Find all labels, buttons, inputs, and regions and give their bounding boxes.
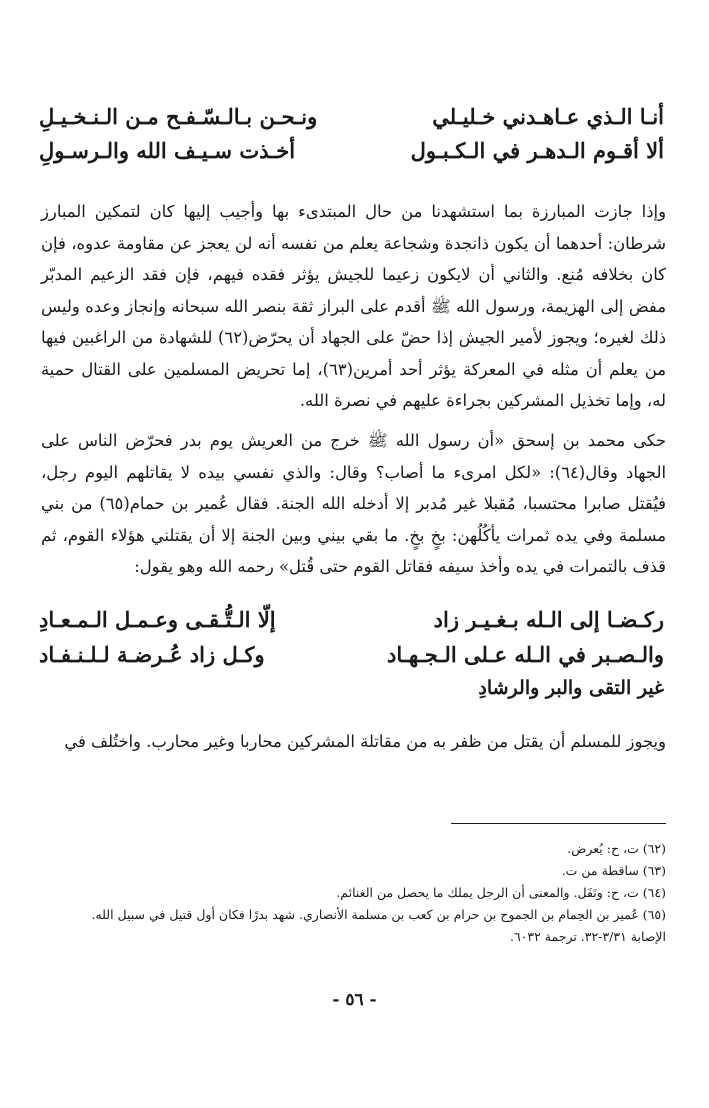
verse-hemistich-left: أخـذت سـيـف الله والـرسـولِ — [39, 138, 296, 163]
verse-hemistich-left: وكـل زاد عُـرضـة لـلـنـفـاد — [39, 642, 265, 667]
verse-hemistich-right: ركـضـا إلى الـله بـغـيـر زاد — [433, 607, 664, 632]
verse-hemistich-right: والـصـبر في الـله عـلى الـجـهـاد — [386, 642, 664, 667]
verse-hemistich-left: ونـحـن بـالـسّـفـح مـن الـنـخـيـلِ — [39, 104, 318, 129]
verse-line — [39, 134, 664, 168]
verse-hemistich-right: أنـا الـذي عـاهـدني خـليـلي — [432, 104, 664, 129]
footnote: الإصابة ٣/٣١-٣٢. ترجمة ٦٠٣٢. — [509, 929, 666, 944]
body-paragraph: حكى محمد بن إسحق «أن رسول الله ﷺ خرج من العريش يوم بدر فحرّض الناس على الجهاد وقال(٦٤): «لكل امرىء ما أصاب؟ وقال: والذي نفسي بيده لا يقاتلهم اليوم رجل، فيُقتل صابرا محتسبا، مُقبلا غير مُدبر إلا أدخله الله الجنة. فقال عُمير بن حمام(٦٥) من بني مسلمة وفي يده ثمرات يأكُلُهن: بخٍ بخٍ. ما بقي بيني وبين الجنة إلا أن يقتلني هؤلاء القوم، ثم قذف بالتمرات في يده وأخذ سيفه فقاتل القوم حتى قُتل» رحمه الله وهو يقول: — [41, 431, 666, 576]
closing-paragraph: ويجوز للمسلم أن يقتل من ظفر به من مقاتلة المشركين محاربا وغير محارب. واختُلف في — [64, 732, 666, 751]
verse-line — [39, 100, 664, 134]
verse-hemistich-right: ألا أقـوم الـدهـر في الـكـبـول — [410, 138, 664, 163]
footnote: (٦٥) عُمير بن الحِمام بن الجموح بن حرام بن كعب بن مسلمة الأنصاري. شهد بدرًا فكان أول قتيل في سبيل الله. — [91, 907, 666, 922]
footnote: (٦٣) ساقطة من ت. — [561, 863, 666, 878]
verse-hemistich-left: إلّا الـتُّـقـى وعـمـل الـمـعـادِ — [39, 607, 276, 632]
footnote: (٦٤) ت، ح: ونَفَل. والمعنى أن الرجل يملك ما يحصل من الغنائم. — [336, 885, 666, 900]
verse-line — [39, 638, 664, 672]
verse-line — [39, 603, 664, 637]
footnote-divider — [451, 823, 666, 824]
verse-single-hemistich: غير التقى والبر والرشادِ — [478, 677, 664, 699]
footnotes-list — [41, 838, 666, 948]
body-paragraph: وإذا جازت المبارزة بما استشهدنا من حال المبتدىء بها وأجيب إليها كان لتمكين المبارز شرطان: أحدهما أن يكون ذانجدة وشجاعة يعلم من نفسه أنه لن يعجز عن مقاومة عدوه، فإن كان بخلافه مُنع. والثاني أن لايكون زعيما للجيش يؤثر فقده فيهم، فإن فقد الزعيم المدبّر مفض إلى الهزيمة، ورسول الله ﷺ أقدم على البراز ثقة بنصر الله سبحانه وإنجاز وعده وليس ذلك لغيره؛ ويجوز لأمير الجيش إذا حضّ على الجهاد أن يحرّض(٦٢) للشهادة من الراغبين فيها من يعلم أن مثله في المعركة يؤثر أحد أمرين(٦٣)، إما تحريض المسلمين على القتال حمية له، وإما تخذيل المشركين بجراءة عليهم في نصرة الله. — [41, 202, 667, 410]
footnote: (٦٢) ت، ح: يُعرض. — [567, 841, 666, 856]
page-number: - ٥٦ - — [332, 990, 377, 1010]
